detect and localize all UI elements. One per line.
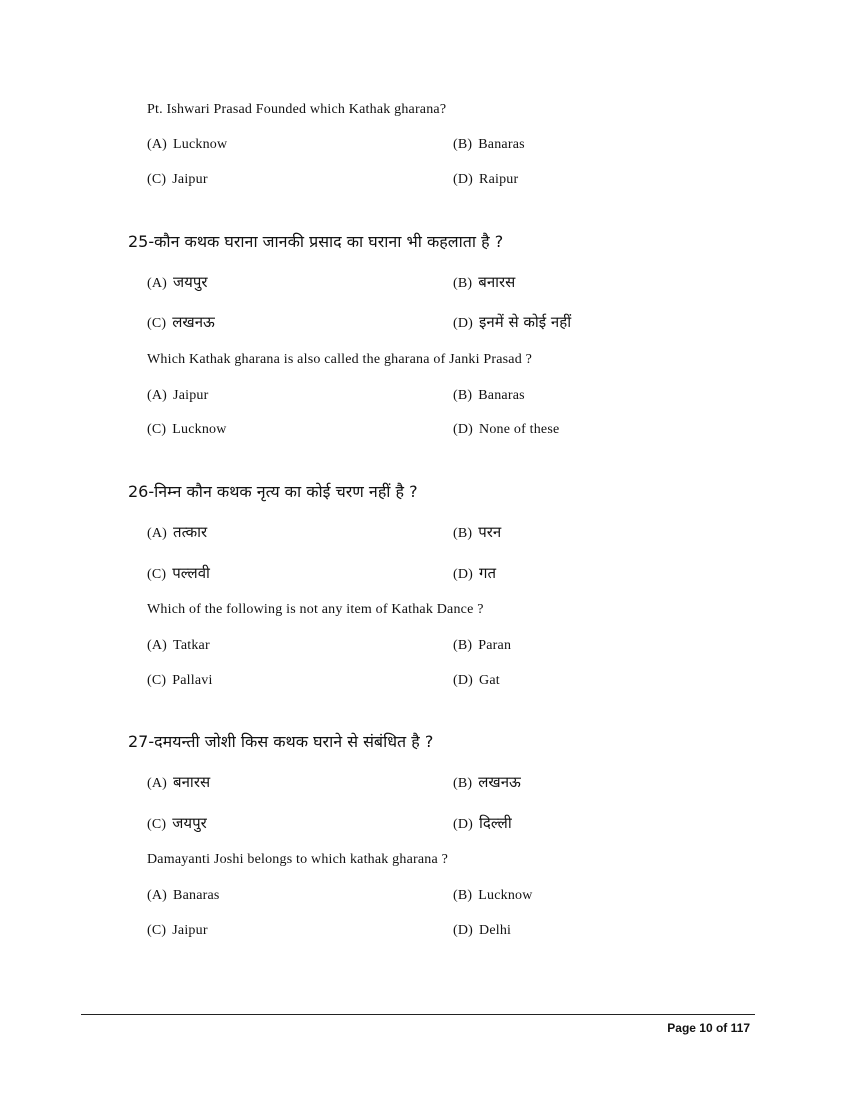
option-d: (D) Delhi — [453, 923, 512, 938]
q26-hindi-question: 26-निम्न कौन कथक नृत्य का कोई चरण नहीं है ? — [128, 482, 418, 501]
q25-english-options-row-2 — [147, 422, 747, 444]
option-d: (D) इनमें से कोई नहीं — [453, 313, 572, 331]
footer-divider — [81, 1014, 755, 1015]
page-number: Page 10 of 117 — [667, 1021, 750, 1035]
q27-hindi-question: 27-दमयन्ती जोशी किस कथक घराने से संबंधित है ? — [128, 732, 434, 751]
option-a: (A) जयपुर — [147, 273, 208, 291]
q25-english-options-row-1 — [147, 388, 747, 410]
q27-english-options-row-2 — [147, 923, 747, 945]
option-a: (A) Banaras — [147, 888, 220, 903]
option-c: (C) Lucknow — [147, 422, 227, 437]
q27-english-question: Damayanti Joshi belongs to which kathak gharana ? — [147, 852, 448, 867]
q24-english-options-row-2 — [147, 172, 747, 194]
option-a: (A) Lucknow — [147, 137, 228, 152]
option-b: (B) लखनऊ — [453, 773, 521, 791]
option-a: (A) Tatkar — [147, 638, 210, 653]
option-b: (B) Banaras — [453, 137, 525, 152]
option-c: (C) जयपुर — [147, 814, 207, 832]
option-c: (C) Jaipur — [147, 172, 208, 187]
option-a: (A) Jaipur — [147, 388, 209, 403]
option-b: (B) Paran — [453, 638, 512, 653]
option-b: (B) Banaras — [453, 388, 525, 403]
option-a: (A) तत्कार — [147, 523, 208, 541]
option-c: (C) Jaipur — [147, 923, 208, 938]
option-c: (C) Pallavi — [147, 673, 213, 688]
option-b: (B) परन — [453, 523, 502, 541]
option-c: (C) पल्लवी — [147, 564, 210, 582]
q24-english-question: Pt. Ishwari Prasad Founded which Kathak gharana? — [147, 102, 447, 117]
q26-english-question: Which of the following is not any item of Kathak Dance ? — [147, 602, 484, 617]
q26-hindi-options-row-2 — [147, 563, 747, 585]
option-b: (B) बनारस — [453, 273, 516, 291]
q25-english-question: Which Kathak gharana is also called the gharana of Janki Prasad ? — [147, 352, 533, 367]
option-d: (D) गत — [453, 564, 497, 582]
q26-english-options-row-2 — [147, 673, 747, 695]
q27-hindi-options-row-1 — [147, 772, 747, 794]
q27-hindi-options-row-2 — [147, 813, 747, 835]
q27-english-options-row-1 — [147, 888, 747, 910]
q24-english-options-row-1 — [147, 137, 747, 159]
option-c: (C) लखनऊ — [147, 313, 215, 331]
q25-hindi-options-row-2 — [147, 312, 747, 334]
option-d: (D) None of these — [453, 422, 560, 437]
option-a: (A) बनारस — [147, 773, 211, 791]
q25-hindi-options-row-1 — [147, 272, 747, 294]
option-d: (D) दिल्ली — [453, 814, 512, 832]
q26-english-options-row-1 — [147, 638, 747, 660]
q26-hindi-options-row-1 — [147, 522, 747, 544]
q25-hindi-question: 25-कौन कथक घराना जानकी प्रसाद का घराना भी कहलाता है ? — [128, 232, 504, 251]
option-d: (D) Gat — [453, 673, 500, 688]
option-b: (B) Lucknow — [453, 888, 533, 903]
option-d: (D) Raipur — [453, 172, 519, 187]
